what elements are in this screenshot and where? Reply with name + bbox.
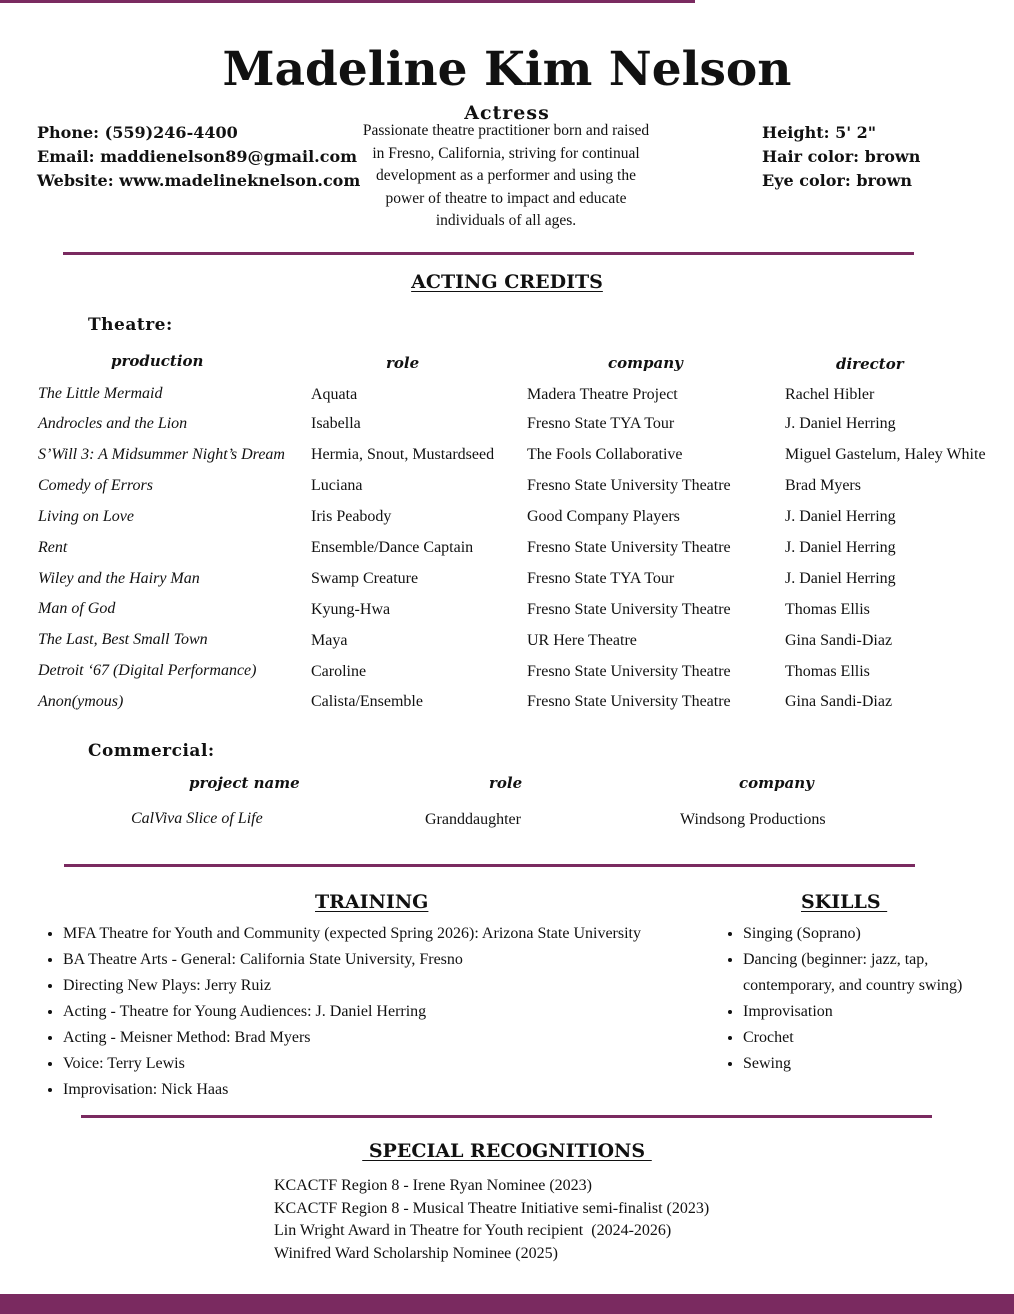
production-cell: Wiley and the Hairy Man bbox=[38, 570, 200, 587]
production-cell: The Last, Best Small Town bbox=[38, 631, 208, 648]
director-cell: J. Daniel Herring bbox=[785, 539, 896, 556]
role-cell: Hermia, Snout, Mustardseed bbox=[311, 446, 495, 463]
list-item: • Directing New Plays: Jerry Ruiz bbox=[63, 973, 733, 999]
list-item: • Acting - Theatre for Young Audiences: J. Daniel Herring bbox=[63, 999, 733, 1025]
email-line: Email: maddienelson89@gmail.com bbox=[37, 147, 358, 166]
role-cell: Isabella bbox=[311, 415, 361, 432]
production-cell: The Little Mermaid bbox=[38, 385, 163, 402]
production-cell: Comedy of Errors bbox=[38, 477, 153, 494]
contact-block bbox=[37, 121, 360, 193]
list-item: KCACTF Region 8 - Irene Ryan Nominee (2023) bbox=[274, 1177, 592, 1194]
project-name-cell: CalViva Slice of Life bbox=[131, 810, 263, 827]
company-cell: The Fools Collaborative bbox=[527, 446, 683, 463]
list-item: • Voice: Terry Lewis bbox=[63, 1051, 733, 1077]
column-header-project-name: project name bbox=[189, 774, 300, 792]
company-cell: Fresno State TYA Tour bbox=[527, 570, 675, 587]
bio-summary: Passionate theatre practitioner born and raised in Fresno, California, striving for continual development as a performer and using the power of theatre to impact and educate individuals of all ages. bbox=[362, 122, 650, 229]
director-cell: Gina Sandi-Diaz bbox=[785, 632, 893, 649]
company-cell: Fresno State University Theatre bbox=[527, 693, 731, 710]
website-line: Website: www.madelineknelson.com bbox=[37, 171, 361, 190]
list-item: • Acting - Meisner Method: Brad Myers bbox=[63, 1025, 733, 1051]
production-cell: Detroit ‘67 (Digital Performance) bbox=[38, 662, 257, 679]
training-list bbox=[37, 921, 733, 1103]
list-item: • Dancing (beginner: jazz, tap, contemporary, and country swing) bbox=[743, 947, 983, 999]
role-cell: Kyung-Hwa bbox=[311, 601, 391, 618]
director-cell: J. Daniel Herring bbox=[785, 508, 896, 525]
director-cell: Thomas Ellis bbox=[785, 663, 870, 680]
candidate-title: Actress bbox=[464, 102, 550, 124]
acting-credits-heading: ACTING CREDITS bbox=[411, 271, 603, 293]
production-cell: Man of God bbox=[38, 600, 116, 617]
production-cell: Anon(ymous) bbox=[38, 693, 124, 710]
role-cell: Calista/Ensemble bbox=[311, 693, 423, 710]
list-item: • Improvisation bbox=[743, 999, 983, 1025]
hair-color-line: Hair color: brown bbox=[762, 147, 921, 166]
skills-heading: SKILLS bbox=[801, 891, 888, 913]
list-item: • Crochet bbox=[743, 1025, 983, 1051]
director-cell: Miguel Gastelum, Haley White bbox=[785, 446, 986, 463]
commercial-heading: Commercial: bbox=[88, 741, 215, 761]
divider bbox=[64, 864, 915, 867]
company-cell: Fresno State University Theatre bbox=[527, 539, 731, 556]
top-accent-bar bbox=[0, 0, 695, 3]
production-cell: Living on Love bbox=[38, 508, 134, 525]
role-cell: Maya bbox=[311, 632, 348, 649]
director-cell: J. Daniel Herring bbox=[785, 415, 896, 432]
role-cell: Swamp Creature bbox=[311, 570, 419, 587]
company-cell: UR Here Theatre bbox=[527, 632, 637, 649]
role-cell: Iris Peabody bbox=[311, 508, 392, 525]
list-item: KCACTF Region 8 - Musical Theatre Initiative semi-finalist (2023) bbox=[274, 1199, 710, 1217]
director-cell: Thomas Ellis bbox=[785, 601, 870, 618]
director-cell: Brad Myers bbox=[785, 477, 861, 494]
list-item: Lin Wright Award in Theatre for Youth recipient (2024-2026) bbox=[274, 1222, 672, 1239]
role-cell: Caroline bbox=[311, 663, 367, 680]
company-cell: Good Company Players bbox=[527, 508, 680, 525]
candidate-name: Madeline Kim Nelson bbox=[222, 42, 792, 97]
divider bbox=[81, 1115, 932, 1118]
production-cell: Androcles and the Lion bbox=[38, 415, 188, 432]
company-cell: Fresno State TYA Tour bbox=[527, 415, 675, 432]
training-heading: TRAINING bbox=[315, 891, 429, 913]
director-cell: Gina Sandi-Diaz bbox=[785, 693, 893, 710]
production-cell: S’Will 3: A Midsummer Night’s Dream bbox=[38, 446, 285, 463]
column-header-company: company bbox=[739, 774, 814, 792]
role-cell: Granddaughter bbox=[425, 811, 521, 828]
list-item: • Singing (Soprano) bbox=[743, 921, 983, 947]
bottom-accent-bar bbox=[0, 1294, 1014, 1314]
list-item: • BA Theatre Arts - General: California State University, Fresno bbox=[63, 947, 733, 973]
company-cell: Fresno State University Theatre bbox=[527, 477, 731, 494]
height-line: Height: 5' 2" bbox=[762, 123, 877, 142]
director-cell: J. Daniel Herring bbox=[785, 570, 896, 587]
column-header-role: role bbox=[386, 354, 420, 372]
physical-stats bbox=[762, 121, 920, 193]
role-cell: Aquata bbox=[311, 386, 358, 403]
column-header-production: production bbox=[111, 352, 204, 370]
production-cell: Rent bbox=[38, 539, 68, 556]
column-header-director: director bbox=[836, 355, 904, 373]
theatre-heading: Theatre: bbox=[88, 315, 173, 335]
role-cell: Luciana bbox=[311, 477, 363, 494]
column-header-company: company bbox=[608, 354, 683, 372]
skills-list bbox=[717, 921, 983, 1077]
divider bbox=[63, 252, 914, 255]
list-item: Winifred Ward Scholarship Nominee (2025) bbox=[274, 1244, 558, 1262]
list-item: • MFA Theatre for Youth and Community (expected Spring 2026): Arizona State University bbox=[63, 921, 733, 947]
phone-line: Phone: (559)246-4400 bbox=[37, 123, 238, 142]
list-item: • Improvisation: Nick Haas bbox=[63, 1077, 733, 1103]
company-cell: Fresno State University Theatre bbox=[527, 601, 731, 618]
director-cell: Rachel Hibler bbox=[785, 386, 875, 403]
recognitions-heading: SPECIAL RECOGNITIONS bbox=[362, 1140, 652, 1162]
company-cell: Fresno State University Theatre bbox=[527, 663, 731, 680]
list-item: • Sewing bbox=[743, 1051, 983, 1077]
role-cell: Ensemble/Dance Captain bbox=[311, 539, 474, 556]
eye-color-line: Eye color: brown bbox=[762, 171, 913, 190]
column-header-role: role bbox=[489, 774, 523, 792]
company-cell: Madera Theatre Project bbox=[527, 386, 678, 403]
recognitions-list bbox=[274, 1175, 709, 1265]
company-cell: Windsong Productions bbox=[680, 811, 826, 828]
